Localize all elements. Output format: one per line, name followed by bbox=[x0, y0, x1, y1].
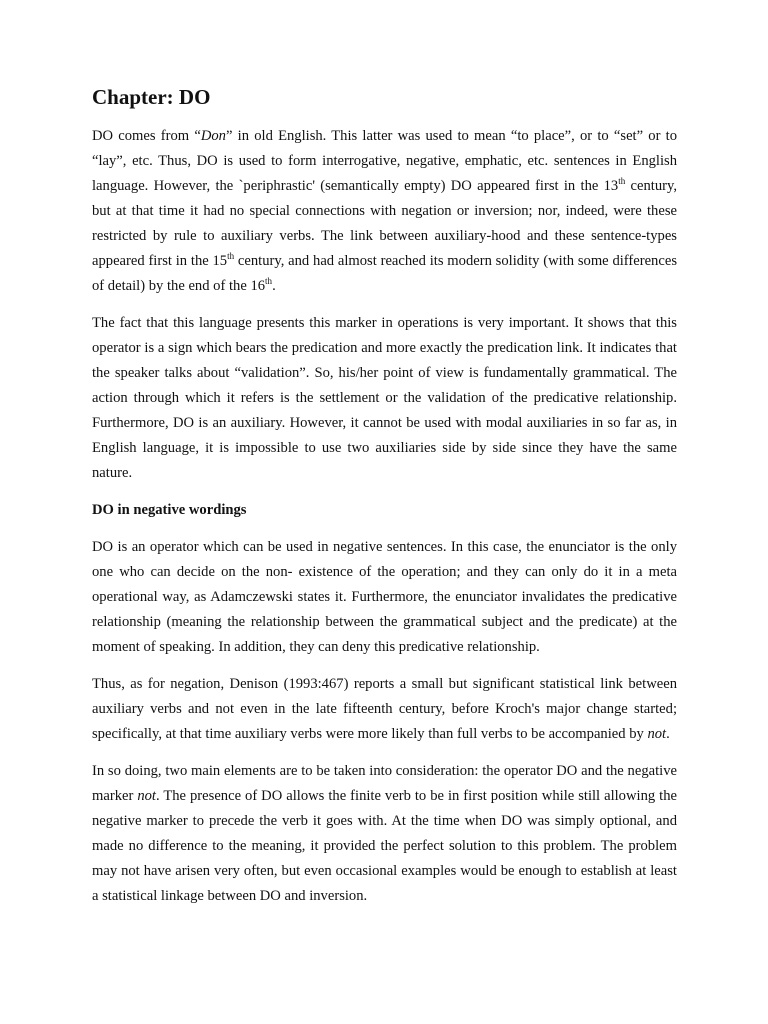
paragraph-denison bbox=[92, 672, 677, 747]
section-heading: DO in negative wordings bbox=[92, 502, 247, 518]
text-run: DO comes from “ bbox=[92, 128, 201, 144]
italic-term: not bbox=[137, 788, 156, 804]
text-run: . The presence of DO allows the finite verb to be in first position while still allowing the negative marker to precede the verb it goes with. At the time when DO was simply optional, and made no difference to the meaning, it provided the perfect solution to this problem. The problem may not have arisen very often, but even occasional examples would be enough to establish at least a statistical linkage between DO and inversion. bbox=[92, 788, 677, 904]
text-run: In so doing, two main elements are to be taken into consideration: the operator DO and the negative marker bbox=[92, 763, 677, 804]
text-run: century, and had almost reached its modern solidity (with some differences of detail) by the end of the 16 bbox=[92, 253, 677, 294]
paragraph-origin bbox=[92, 124, 677, 299]
text-run: Thus, as for negation, Denison (1993:467) reports a small but significant statistical link between auxiliary verbs and not even in the late fifteenth century, before Kroch's major change started; specifically, at that time auxiliary verbs were more likely than full verbs to be accompanied by bbox=[92, 676, 677, 742]
chapter-title: Chapter: DO bbox=[92, 85, 211, 109]
italic-term: Don bbox=[200, 128, 226, 144]
ordinal-suffix: th bbox=[227, 251, 235, 261]
italic-term: not bbox=[647, 726, 667, 742]
paragraph-do-and-not bbox=[92, 759, 677, 909]
text-run: . bbox=[272, 278, 276, 294]
paragraph-negative-operator: DO is an operator which can be used in negative sentences. In this case, the enunciator is the only one who can decide on the non- existence of the operation; and they can only do it in a meta operational way, as Adamczewski states it. Furthermore, the enunciator invalidates the predicative relationship (meaning the relationship between the grammatical subject and the predicate) at the moment of speaking. In addition, they can deny this predicative relationship. bbox=[92, 539, 677, 655]
text-run: century, but at that time it had no special connections with negation or inversion; nor, indeed, were these restricted by rule to auxiliary verbs. The link between auxiliary-hood and these sentence-types appeared first in the 15 bbox=[92, 178, 677, 269]
ordinal-suffix: th bbox=[265, 276, 273, 286]
document-page bbox=[92, 82, 677, 921]
text-run: . bbox=[666, 726, 670, 742]
text-run: ” in old English. This latter was used to mean “to place”, or to “set” or to “lay”, etc. Thus, DO is used to form interrogative, negative, emphatic, etc. sentences in English language. However, the `periphrastic' (semantically empty) DO appeared first in the 13 bbox=[92, 128, 678, 194]
paragraph-marker-importance: The fact that this language presents this marker in operations is very important. It shows that this operator is a sign which bears the predication and more exactly the predication link. It indicates that the speaker talks about “validation”. So, his/her point of view is fundamentally grammatical. The action through which it refers is the settlement or the validation of the predicative relationship. Furthermore, DO is an auxiliary. However, it cannot be used with modal auxiliaries in so far as, in English language, it is impossible to use two auxiliaries side by side since they have the same nature. bbox=[92, 315, 677, 481]
ordinal-suffix: th bbox=[618, 176, 626, 186]
